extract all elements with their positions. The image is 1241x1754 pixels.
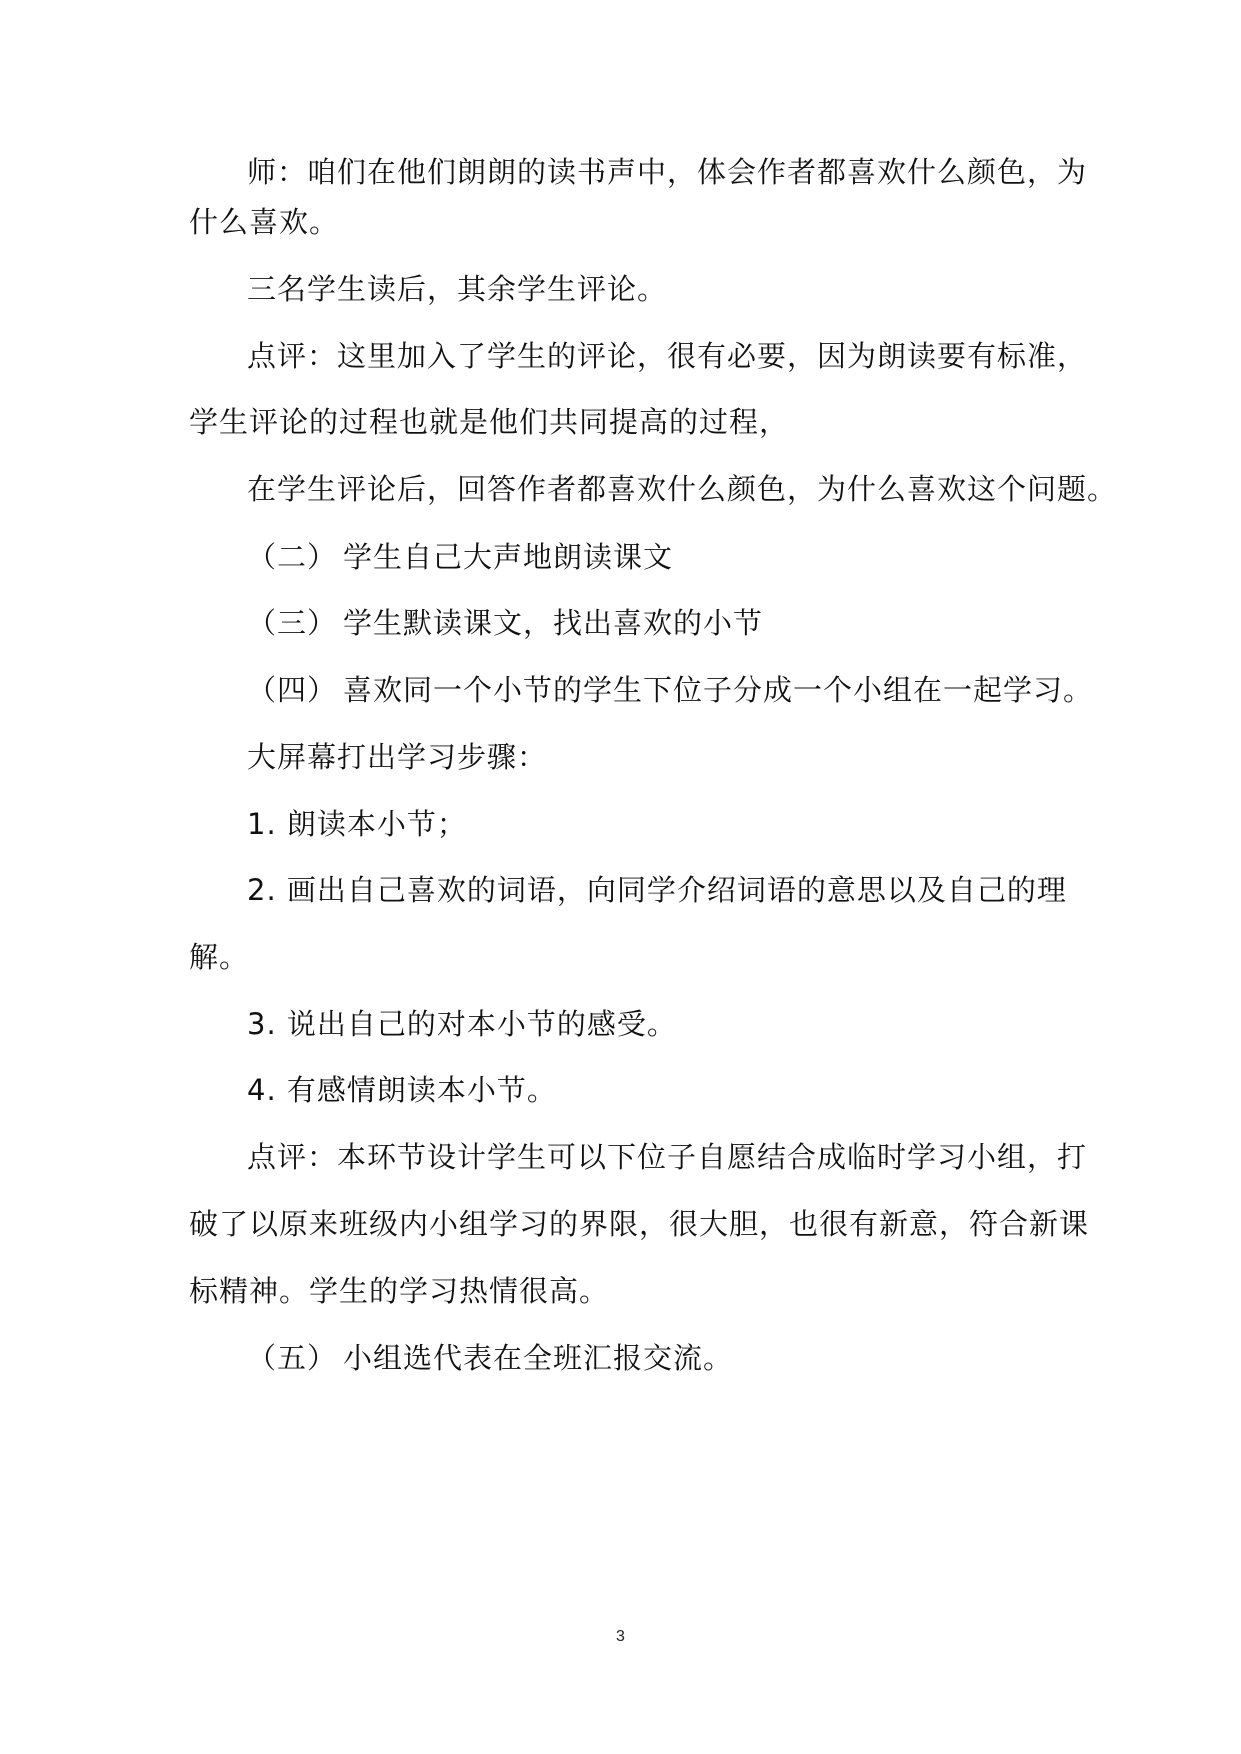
list-item: 3. 说出自己的对本小节的感受。 (247, 1007, 677, 1041)
item-text: 学生自己大声地朗读课文 (343, 540, 674, 574)
numbered-item (247, 537, 673, 577)
paragraph-line: 学生评论的过程也就是他们共同提高的过程， (189, 405, 790, 439)
paragraph-line: 点评：这里加入了学生的评论，很有必要，因为朗读要有标准， (247, 339, 1088, 373)
item-marker: （四） (247, 673, 338, 707)
paragraph-line: 师：咱们在他们朗朗的读书声中，体会作者都喜欢什么颜色，为 (247, 155, 1088, 189)
list-item: 4. 有感情朗读本小节。 (247, 1073, 557, 1107)
numbered-item (247, 1338, 733, 1378)
item-text: 喜欢同一个小节的学生下位子分成一个小组在一起学习。 (343, 673, 1094, 707)
paragraph-line: 三名学生读后，其余学生评论。 (247, 272, 668, 306)
paragraph-line: 破了以原来班级内小组学习的界限，很大胆，也很有新意，符合新课 (189, 1207, 1090, 1241)
item-text: 小组选代表在全班汇报交流。 (343, 1341, 734, 1375)
paragraph-line: 点评：本环节设计学生可以下位子自愿结合成临时学习小组，打 (247, 1140, 1088, 1174)
list-item-continuation: 解。 (189, 940, 250, 974)
item-marker: （三） (247, 606, 338, 640)
list-item: 1. 朗读本小节； (247, 807, 467, 841)
list-item: 2. 画出自己喜欢的词语，向同学介绍词语的意思以及自己的理 (247, 873, 1067, 907)
item-text: 学生默读课文，找出喜欢的小节 (343, 606, 764, 640)
page-number: 3 (616, 1628, 625, 1645)
paragraph-line: 大屏幕打出学习步骤： (247, 740, 548, 774)
numbered-item (247, 603, 763, 643)
paragraph-line: 什么喜欢。 (189, 205, 340, 239)
item-marker: （二） (247, 540, 338, 574)
paragraph-line: 在学生评论后，回答作者都喜欢什么颜色，为什么喜欢这个问题。 (247, 472, 1118, 506)
item-marker: （五） (247, 1341, 338, 1375)
numbered-item (247, 670, 1093, 710)
paragraph-line: 标精神。学生的学习热情很高。 (189, 1274, 610, 1308)
